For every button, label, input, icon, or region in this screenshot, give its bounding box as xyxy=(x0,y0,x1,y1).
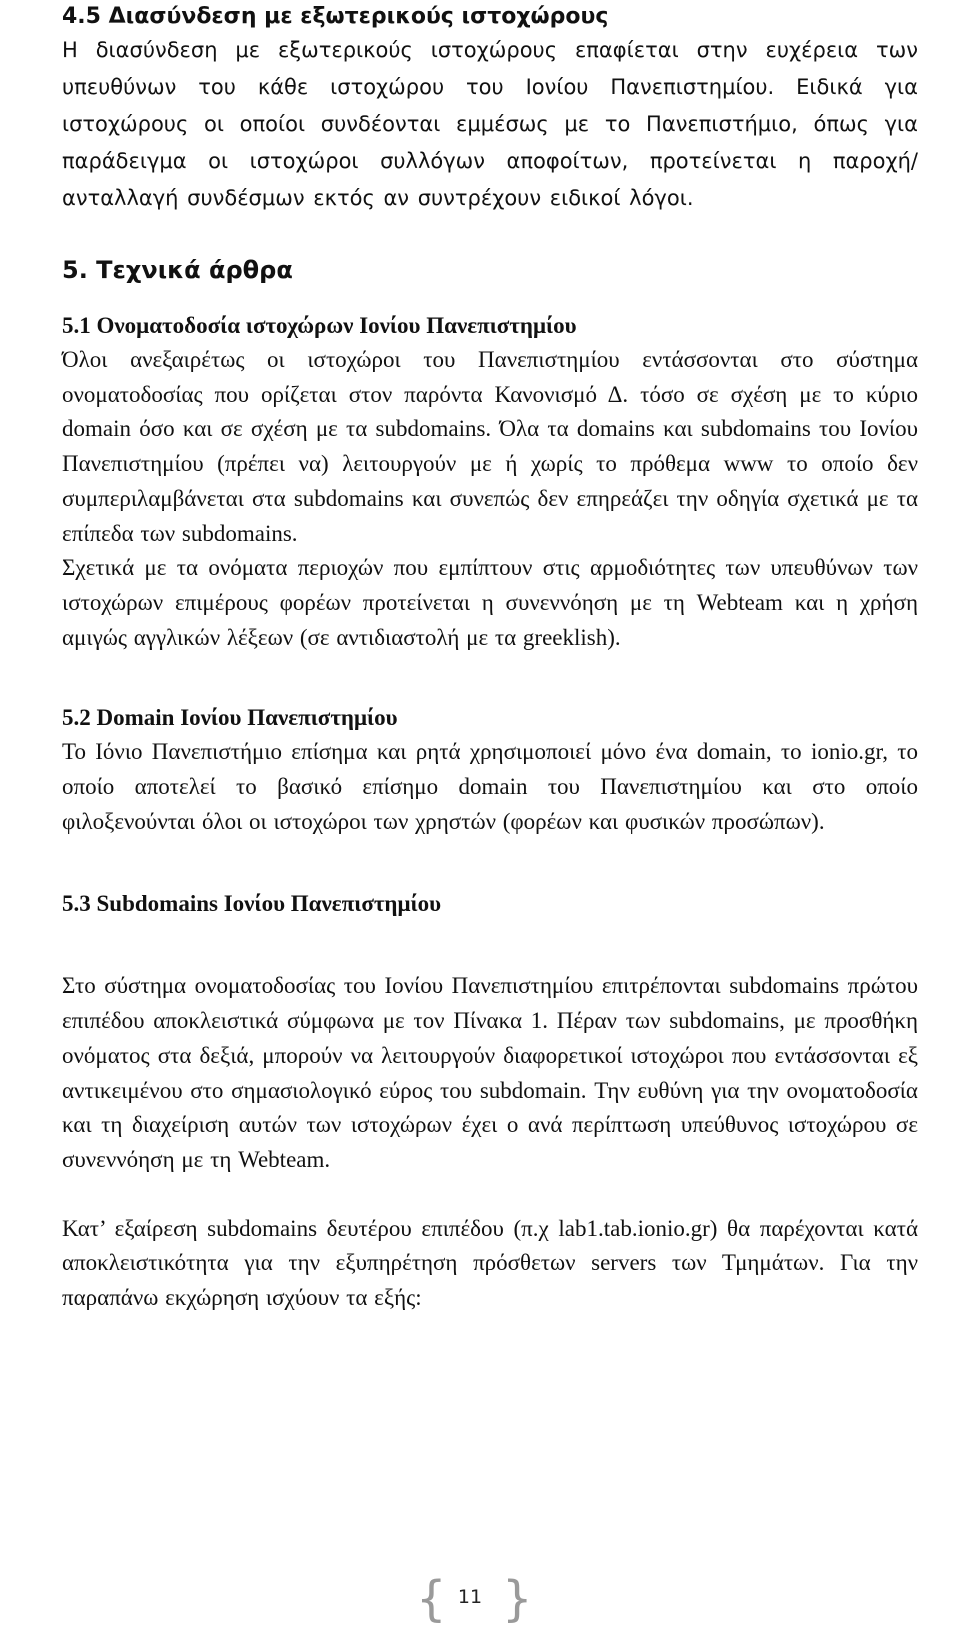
section-5-2-heading: 5.2 Domain Ιονίου Πανεπιστημίου xyxy=(62,705,398,731)
section-5-3-paragraph-1: Στο σύστημα ονοματοδοσίας του Ιονίου Πανεπιστημίου επιτρέπονται subdomains πρώτου επιπέδου αποκλειστικά σύμφωνα με τον Πίνακα 1. Πέραν των subdomains, με προσθήκη ονόματος στα δεξιά, μπορούν να λειτουργούν διαφορετικοί ιστοχώροι που εντάσσονται εξ αντικειμένου στο σημασιολογικό εύρος του subdomain. Την ευθύνη για την ονοματοδοσία και τη διαχείριση αυτών των ιστοχώρων έχει ο ανά περίπτωση υπεύθυνος ιστοχώρου σε συνεννόηση με τη Webteam. xyxy=(62,973,918,1172)
section-5-3-heading: 5.3 Subdomains Ιονίου Πανεπιστημίου xyxy=(62,891,442,917)
section-5-3-paragraph-2: Κατ’ εξαίρεση subdomains δευτέρου επιπέδου (π.χ lab1.tab.ionio.gr) θα παρέχονται κατά αποκλειστικότητα για την εξυπηρέτηση πρόσθετων servers των Τμημάτων. Για την παραπάνω εκχώρηση ισχύουν τα εξής: xyxy=(62,1215,918,1311)
section-5-1-paragraph-1: Όλοι ανεξαιρέτως οι ιστοχώροι του Πανεπιστημίου εντάσσονται στο σύστημα ονοματοδοσίας που ορίζεται στον παρόντα Κανονισμό Δ. τόσο σε σχέση με το κύριο domain όσο και σε σχέση με τα subdomains. Όλα τα domains και subdomains του Ιονίου Πανεπιστημίου (πρέπει να) λειτουργούν με ή χωρίς το πρόθεμα www το οποίο δεν συμπεριλαμβάνεται στα subdomains και συνεπώς δεν επηρεάζει την οδηγία σχετικά με τα επίπεδα των subdomains. xyxy=(62,347,918,546)
section-5-1-heading: 5.1 Ονοματοδοσία ιστοχώρων Ιονίου Πανεπιστημίου xyxy=(62,313,577,338)
page-number: 11 xyxy=(457,1586,483,1608)
section-5-1-paragraph-2: Σχετικά με τα ονόματα περιοχών που εμπίπτουν στις αρμοδιότητες των υπευθύνων των ιστοχώρων επιμέρους φορέων προτείνεται η συνεννόηση με τη Webteam και η χρήση αμιγώς αγγλικών λέξεων (σε αντιδιαστολή με τα greeklish). xyxy=(62,555,918,650)
section-5-heading: 5. Τεχνικά άρθρα xyxy=(62,256,293,284)
left-brace-ornament: { xyxy=(416,1571,447,1627)
document-page xyxy=(62,0,918,1316)
right-brace-ornament: } xyxy=(502,1571,533,1627)
section-4-5-heading: 4.5 Διασύνδεση με εξωτερικούς ιστοχώρους xyxy=(62,4,609,29)
page-footer xyxy=(0,1571,960,1627)
section-4-5-body: Η διασύνδεση με εξωτερικούς ιστοχώρους επαφίεται στην ευχέρεια των υπευθύνων του κάθε ιστοχώρου του Ιονίου Πανεπιστημίου. Ειδικά για ιστοχώρους οι οποίοι συνδέονται εμμέσως με το Πανεπιστήμιο, όπως για παράδειγμα οι ιστοχώροι συλλόγων αποφοίτων, προτείνεται η παροχή/ανταλλαγή συνδέσμων εκτός αν συντρέχουν ειδικοί λόγοι. xyxy=(62,38,918,210)
section-5-2-paragraph-1: Το Ιόνιο Πανεπιστήμιο επίσημα και ρητά χρησιμοποιεί μόνο ένα domain, το ionio.gr, το οποίο αποτελεί το βασικό επίσημο domain του Πανεπιστημίου και στο οποίο φιλοξενούνται όλοι οι ιστοχώροι των χρηστών (φορέων και φυσικών προσώπων). xyxy=(62,739,918,834)
